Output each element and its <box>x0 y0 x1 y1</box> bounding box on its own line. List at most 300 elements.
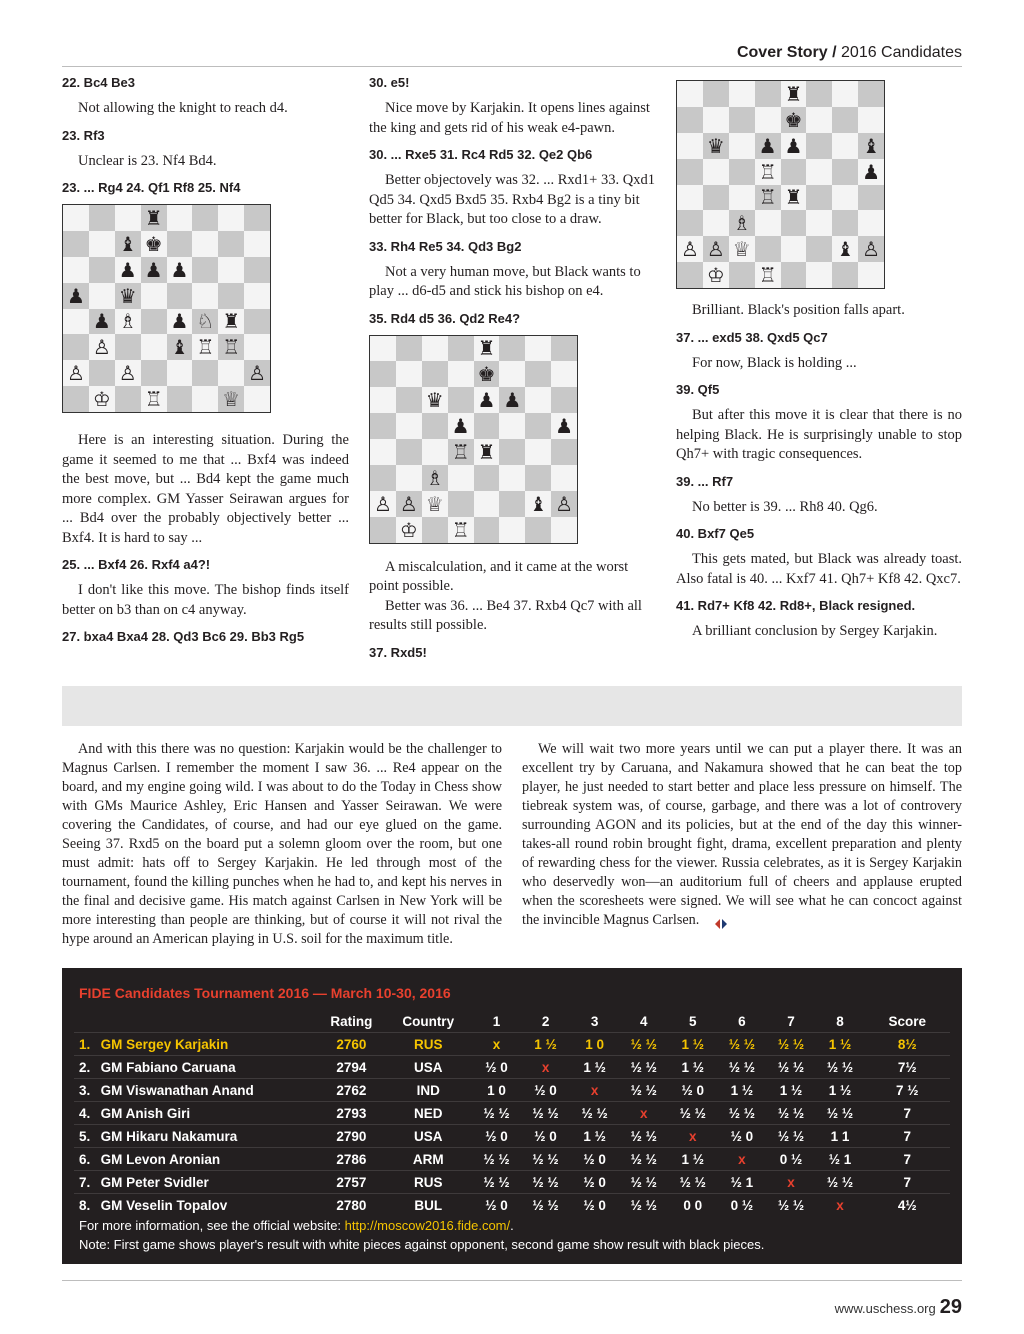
board-square <box>474 465 500 491</box>
board-square <box>525 491 551 517</box>
table-cell: 1 ½ <box>816 1033 865 1056</box>
board-square <box>422 413 448 439</box>
table-cell: 1 0 <box>472 1079 521 1102</box>
table-cell: x <box>717 1148 766 1171</box>
table-cell: 7 <box>865 1102 950 1125</box>
column-header: Country <box>402 1013 455 1029</box>
black-pawn-icon: ♟ <box>92 309 111 334</box>
black-pawn-icon: ♟ <box>170 309 189 334</box>
board-square <box>244 257 270 283</box>
table-cell: ½ 0 <box>570 1148 619 1171</box>
table-cell: ½ ½ <box>717 1056 766 1079</box>
website-link[interactable]: http://moscow2016.fide.com/ <box>344 1218 511 1233</box>
board-square <box>396 336 422 362</box>
table-cell: 2786 <box>318 1148 384 1171</box>
board-square <box>370 465 396 491</box>
board-square <box>832 262 858 288</box>
white-pawn-icon: ♙ <box>92 335 111 360</box>
commentary: No better is 39. ... Rh8 40. Qg6. <box>692 498 878 515</box>
black-rook-icon: ♜ <box>144 205 163 230</box>
black-bishop-icon: ♝ <box>170 335 189 360</box>
board-square <box>422 361 448 387</box>
board-square <box>677 236 703 262</box>
board-square <box>499 361 525 387</box>
board-square <box>499 439 525 465</box>
white-pawn-icon: ♙ <box>248 361 267 386</box>
footer-rule <box>62 1280 962 1281</box>
black-bishop-icon: ♝ <box>118 231 137 256</box>
board-square <box>396 413 422 439</box>
board-square <box>525 336 551 362</box>
board-square <box>218 205 244 231</box>
board-square <box>551 361 577 387</box>
commentary: But after this move it is clear that there is no helping Black. He is surprisingly unable to stop Qh7+ with tragic consequences. <box>676 407 962 462</box>
table-cell: 6. <box>74 1148 101 1171</box>
board-square <box>448 439 474 465</box>
column-header <box>101 1010 319 1033</box>
board-square <box>703 81 729 107</box>
table-cell: ½ 0 <box>472 1194 521 1217</box>
table-cell: 7½ <box>865 1056 950 1079</box>
board-square <box>63 283 89 309</box>
move-line: 33. Rh4 Re5 34. Qd3 Bg2 <box>369 238 522 254</box>
column-header: 5 <box>689 1013 697 1029</box>
column-header <box>74 1010 101 1033</box>
player-name: GM Veselin Topalov <box>101 1194 319 1217</box>
board-square <box>396 465 422 491</box>
board-square <box>448 413 474 439</box>
column-header: 6 <box>738 1013 746 1029</box>
table-cell: ½ 0 <box>521 1125 570 1148</box>
black-king-icon: ♚ <box>477 362 496 387</box>
board-square <box>806 185 832 211</box>
column-header: 3 <box>590 1013 599 1029</box>
black-bishop-icon: ♝ <box>529 491 548 516</box>
board-square <box>729 210 755 236</box>
column-header: 2 <box>541 1013 550 1029</box>
page-number: 29 <box>939 1296 962 1318</box>
table-cell: 7. <box>74 1171 101 1194</box>
board-square <box>474 361 500 387</box>
board-square <box>167 205 193 231</box>
paragraph: And with this there was no question: Karjakin would be the challenger to Magnus Carlsen. I remember the moment I saw 36. ... Re4 appear on the board, and my engine going wild. I was about to do the Today in Chess show with GMs Maurice Ashley, Eric Hansen and Yasser Seirawan. We were covering the Candidates, of course, and had our eye glued on the game. Seeing 37. Rxd5 on the board put a solemn gloom over the room, but one must admit: hats off to Sergey Karjakin. He led through most of the tournament, found the killing punches when he had to, and kept his nerves in the final and decisive game. His match against Carlsen in New York will be more interesting than people are thinking, but of course it will not rival the hype around an American playing in U.S. soil for the maximum title. <box>62 741 502 947</box>
board-square <box>141 205 167 231</box>
board-square <box>677 159 703 185</box>
table-cell: ½ 0 <box>472 1125 521 1148</box>
table-cell: 1 0 <box>570 1033 619 1056</box>
board-square <box>244 283 270 309</box>
chess-diagram-3 <box>676 80 885 289</box>
white-rook-icon: ♖ <box>758 263 777 288</box>
table-cell: ½ ½ <box>521 1171 570 1194</box>
black-pawn-icon: ♟ <box>862 159 881 184</box>
board-square <box>525 517 551 543</box>
table-cell: 2762 <box>318 1079 384 1102</box>
table-cell: ½ 1 <box>816 1148 865 1171</box>
white-queen-icon: ♕ <box>222 387 241 412</box>
table-cell: USA <box>384 1056 471 1079</box>
white-bishop-icon: ♗ <box>732 211 751 236</box>
board-square <box>370 439 396 465</box>
table-cell: x <box>570 1079 619 1102</box>
table-cell: ½ ½ <box>619 1148 668 1171</box>
table-cell: ½ 0 <box>472 1056 521 1079</box>
move-line: 39. Qf5 <box>676 382 720 397</box>
move-line: 30. e5! <box>369 75 410 90</box>
board-square <box>448 517 474 543</box>
table-cell: 2. <box>74 1056 101 1079</box>
board-square <box>551 387 577 413</box>
paragraph: We will wait two more years until we can put a player there. It was an excellent try by Caruana, and Nakamura showed that he can beat the top player, he just needed to start better and place less pressure on himself. The tiebreak system was, of course, garbage, and there was a lot of controvery surrounding AGON and its policies, but at the end of the day this winner-takes-all round robin brought fight, drama, excellent preparation and plenty of rewarding chess for the viewer. Russia celebrates, as it is Sergey Karjakin who deservedly won—an auditorium full of cheers and applause erupted when the scoresheets were signed. We will see what he can concoct against the invincible Magnus Carlsen. <box>522 741 962 928</box>
table-cell: 2760 <box>318 1033 384 1056</box>
board-square <box>703 236 729 262</box>
note-text: For more information, see the official website: <box>79 1218 345 1233</box>
commentary: Brilliant. Black's position falls apart. <box>692 302 905 318</box>
board-square <box>781 185 807 211</box>
table-cell: 2757 <box>318 1171 384 1194</box>
white-rook-icon: ♖ <box>451 517 470 542</box>
table-cell: 2793 <box>318 1102 384 1125</box>
white-rook-icon: ♖ <box>196 335 215 360</box>
table-cell: ½ ½ <box>619 1125 668 1148</box>
board-square <box>525 465 551 491</box>
black-pawn-icon: ♟ <box>784 133 803 158</box>
note-text: . <box>510 1218 514 1233</box>
black-rook-icon: ♜ <box>784 185 803 210</box>
table-cell: ½ ½ <box>521 1148 570 1171</box>
table-cell: ½ 0 <box>717 1125 766 1148</box>
board-square <box>703 262 729 288</box>
board-square <box>167 386 193 412</box>
black-bishop-icon: ♝ <box>862 133 881 158</box>
board-square <box>244 360 270 386</box>
board-square <box>755 133 781 159</box>
board-square <box>832 210 858 236</box>
commentary: A miscalculation, and it came at the worst point possible. <box>369 558 629 594</box>
board-square <box>370 387 396 413</box>
board-square <box>729 236 755 262</box>
player-name: GM Fabiano Caruana <box>101 1056 319 1079</box>
table-cell: 4½ <box>865 1194 950 1217</box>
table-cell: 1 ½ <box>668 1148 717 1171</box>
footer-url[interactable]: www.uschess.org <box>834 1301 936 1316</box>
commentary: Better was 36. ... Be4 37. Rxb4 Qc7 with all results still possible. <box>369 597 642 633</box>
board-square <box>244 386 270 412</box>
board-square <box>141 309 167 335</box>
board-square <box>115 205 141 231</box>
table-cell: 7 <box>865 1171 950 1194</box>
commentary: Better objectovely was 32. ... Rxd1+ 33. Qxd1 Qd5 34. Qxd5 Bxd5 35. Rxb4 Bg2 is a tiny bit better for Black, but too close to a draw. <box>369 172 655 227</box>
page-header <box>62 44 962 67</box>
player-name: GM Hikaru Nakamura <box>101 1125 319 1148</box>
board-square <box>755 210 781 236</box>
board-square <box>729 107 755 133</box>
board-square <box>218 257 244 283</box>
page-footer <box>835 1296 962 1319</box>
board-square <box>781 133 807 159</box>
table-row <box>74 1194 950 1217</box>
board-square <box>396 517 422 543</box>
black-pawn-icon: ♟ <box>758 133 777 158</box>
column-header: Score <box>888 1013 927 1029</box>
commentary: Nice move by Karjakin. It opens lines against the king and gets rid of his weak e4-pawn. <box>369 100 650 136</box>
board-square <box>703 133 729 159</box>
board-square <box>192 283 218 309</box>
column-header: 4 <box>639 1013 648 1029</box>
board-square <box>370 491 396 517</box>
board-square <box>858 107 884 133</box>
white-pawn-icon: ♙ <box>862 237 881 262</box>
board-square <box>218 334 244 360</box>
table-title: FIDE Candidates Tournament 2016 — March 10-30, 2016 <box>79 985 451 1001</box>
board-square <box>499 336 525 362</box>
board-square <box>167 283 193 309</box>
table-cell: ½ ½ <box>619 1033 668 1056</box>
board-square <box>474 439 500 465</box>
board-square <box>167 257 193 283</box>
board-square <box>474 413 500 439</box>
white-pawn-icon: ♙ <box>706 237 725 262</box>
board-square <box>115 257 141 283</box>
board-square <box>755 81 781 107</box>
table-cell: ½ 0 <box>521 1079 570 1102</box>
board-square <box>63 205 89 231</box>
table-row <box>74 1033 950 1056</box>
board-square <box>244 231 270 257</box>
board-square <box>167 231 193 257</box>
white-rook-icon: ♖ <box>758 185 777 210</box>
white-rook-icon: ♖ <box>451 439 470 464</box>
board-square <box>858 81 884 107</box>
table-cell: 7 <box>865 1125 950 1148</box>
white-king-icon: ♔ <box>399 517 418 542</box>
board-square <box>755 159 781 185</box>
board-square <box>806 262 832 288</box>
board-square <box>858 133 884 159</box>
board-square <box>703 185 729 211</box>
board-square <box>63 360 89 386</box>
board-square <box>806 133 832 159</box>
board-square <box>858 210 884 236</box>
table-cell: 0 ½ <box>717 1194 766 1217</box>
table-notes <box>79 1216 764 1254</box>
table-cell: 2780 <box>318 1194 384 1217</box>
board-square <box>218 386 244 412</box>
table-cell: ½ ½ <box>472 1148 521 1171</box>
board-square <box>832 107 858 133</box>
board-square <box>448 361 474 387</box>
board-square <box>729 262 755 288</box>
board-square <box>551 413 577 439</box>
table-cell: ½ ½ <box>766 1033 815 1056</box>
board-square <box>474 517 500 543</box>
white-queen-icon: ♕ <box>425 491 444 516</box>
table-cell: x <box>668 1125 717 1148</box>
board-square <box>858 236 884 262</box>
table-cell: NED <box>384 1102 471 1125</box>
board-square <box>832 133 858 159</box>
table-cell: ½ ½ <box>766 1125 815 1148</box>
column-header: 1 <box>492 1013 501 1029</box>
end-mark-icon <box>699 916 711 926</box>
board-square <box>677 185 703 211</box>
table-cell: 1 ½ <box>521 1033 570 1056</box>
white-pawn-icon: ♙ <box>555 491 574 516</box>
board-square <box>89 205 115 231</box>
board-square <box>806 81 832 107</box>
commentary: This gets mated, but Black was already toast. Also fatal is 40. ... Kxf7 41. Qh7+ Kf8 42. Qxc7. <box>676 551 962 587</box>
commentary: Here is an interesting situation. During the game it seemed to me that ... Bxf4 was indeed the best move, but ... Bd4 kept the game much more complex. GM Yasser Seirawan argues for ... Bd4 over the probably objectively better ... Bxf4. It is hard to say ... <box>62 432 349 546</box>
move-line: 23. ... Rg4 24. Qf1 Rf8 25. Nf4 <box>62 180 241 195</box>
board-square <box>499 387 525 413</box>
board-square <box>218 231 244 257</box>
player-name: GM Peter Svidler <box>101 1171 319 1194</box>
board-square <box>396 491 422 517</box>
table-row <box>74 1056 950 1079</box>
board-square <box>499 491 525 517</box>
board-square <box>89 257 115 283</box>
board-square <box>370 336 396 362</box>
table-cell: ½ ½ <box>472 1171 521 1194</box>
board-square <box>115 334 141 360</box>
black-king-icon: ♚ <box>144 231 163 256</box>
board-square <box>525 413 551 439</box>
board-square <box>115 309 141 335</box>
move-line: 37. ... exd5 38. Qxd5 Qc7 <box>676 329 828 345</box>
black-queen-icon: ♛ <box>118 283 137 308</box>
black-pawn-icon: ♟ <box>555 414 574 439</box>
table-row <box>74 1148 950 1171</box>
board-square <box>89 231 115 257</box>
table-cell: ½ 1 <box>717 1171 766 1194</box>
board-square <box>396 387 422 413</box>
board-square <box>677 262 703 288</box>
table-cell: 1 1 <box>816 1125 865 1148</box>
table-cell: 2794 <box>318 1056 384 1079</box>
board-square <box>63 257 89 283</box>
white-pawn-icon: ♙ <box>373 491 392 516</box>
board-square <box>63 231 89 257</box>
table-cell: ½ ½ <box>619 1056 668 1079</box>
closing-text-left <box>62 740 502 949</box>
board-square <box>474 387 500 413</box>
table-cell: ½ ½ <box>521 1194 570 1217</box>
board-square <box>370 517 396 543</box>
board-square <box>832 81 858 107</box>
white-rook-icon: ♖ <box>758 159 777 184</box>
move-line: 41. Rd7+ Kf8 42. Rd8+, Black resigned. <box>676 598 916 613</box>
move-line: 23. Rf3 <box>62 127 105 143</box>
table-cell: ½ ½ <box>472 1102 521 1125</box>
table-cell: 1. <box>74 1033 101 1056</box>
board-square <box>244 334 270 360</box>
board-square <box>525 361 551 387</box>
player-name: GM Viswanathan Anand <box>101 1079 319 1102</box>
black-bishop-icon: ♝ <box>836 237 855 262</box>
board-square <box>677 107 703 133</box>
board-square <box>192 386 218 412</box>
board-square <box>370 413 396 439</box>
board-square <box>218 283 244 309</box>
board-square <box>89 386 115 412</box>
commentary: I don't like this move. The bishop finds itself better on b3 than on c4 anyway. <box>62 582 349 618</box>
table-cell: ½ ½ <box>766 1102 815 1125</box>
board-square <box>858 262 884 288</box>
column-2 <box>369 74 656 669</box>
table-cell: 4. <box>74 1102 101 1125</box>
board-square <box>832 236 858 262</box>
table-cell: 8½ <box>865 1033 950 1056</box>
board-square <box>422 491 448 517</box>
table-cell: BUL <box>384 1194 471 1217</box>
board-square <box>781 210 807 236</box>
board-square <box>141 257 167 283</box>
commentary: For now, Black is holding ... <box>692 354 857 371</box>
table-header <box>74 1010 950 1033</box>
board-square <box>141 386 167 412</box>
white-rook-icon: ♖ <box>144 387 163 412</box>
board-square <box>858 185 884 211</box>
table-cell: 5. <box>74 1125 101 1148</box>
player-name: GM Levon Aronian <box>101 1148 319 1171</box>
table-cell: ½ ½ <box>619 1079 668 1102</box>
board-square <box>448 491 474 517</box>
board-square <box>167 334 193 360</box>
board-square <box>422 336 448 362</box>
board-square <box>422 439 448 465</box>
board-square <box>729 133 755 159</box>
table-cell: ½ ½ <box>717 1102 766 1125</box>
commentary: A brilliant conclusion by Sergey Karjakin. <box>692 623 938 639</box>
board-square <box>499 517 525 543</box>
table-cell: ½ 0 <box>570 1194 619 1217</box>
board-square <box>244 205 270 231</box>
black-pawn-icon: ♟ <box>144 257 163 282</box>
table-cell: ½ ½ <box>717 1033 766 1056</box>
move-line: 37. Rxd5! <box>369 644 427 660</box>
table-cell: 1 ½ <box>717 1079 766 1102</box>
commentary: Not allowing the knight to reach d4. <box>78 100 288 116</box>
chess-diagram-1 <box>62 204 271 413</box>
white-pawn-icon: ♙ <box>66 361 85 386</box>
board-square <box>806 236 832 262</box>
black-queen-icon: ♛ <box>425 388 444 413</box>
board-square <box>141 231 167 257</box>
black-pawn-icon: ♟ <box>118 257 137 282</box>
move-line: 35. Rd4 d5 36. Qd2 Re4? <box>369 310 521 326</box>
board-square <box>370 361 396 387</box>
divider-bar <box>62 686 962 726</box>
table-cell: 1 ½ <box>668 1033 717 1056</box>
board-square <box>729 185 755 211</box>
board-square <box>192 257 218 283</box>
black-pawn-icon: ♟ <box>66 283 85 308</box>
board-square <box>832 159 858 185</box>
board-square <box>422 387 448 413</box>
board-square <box>448 387 474 413</box>
board-square <box>218 309 244 335</box>
table-cell: ½ ½ <box>521 1102 570 1125</box>
table-cell: 0 0 <box>668 1194 717 1217</box>
column-header: Rating <box>330 1013 373 1029</box>
white-queen-icon: ♕ <box>732 237 751 262</box>
table-cell: ½ ½ <box>816 1102 865 1125</box>
board-square <box>551 465 577 491</box>
board-square <box>755 185 781 211</box>
board-square <box>422 517 448 543</box>
board-square <box>141 360 167 386</box>
white-bishop-icon: ♗ <box>425 465 444 490</box>
